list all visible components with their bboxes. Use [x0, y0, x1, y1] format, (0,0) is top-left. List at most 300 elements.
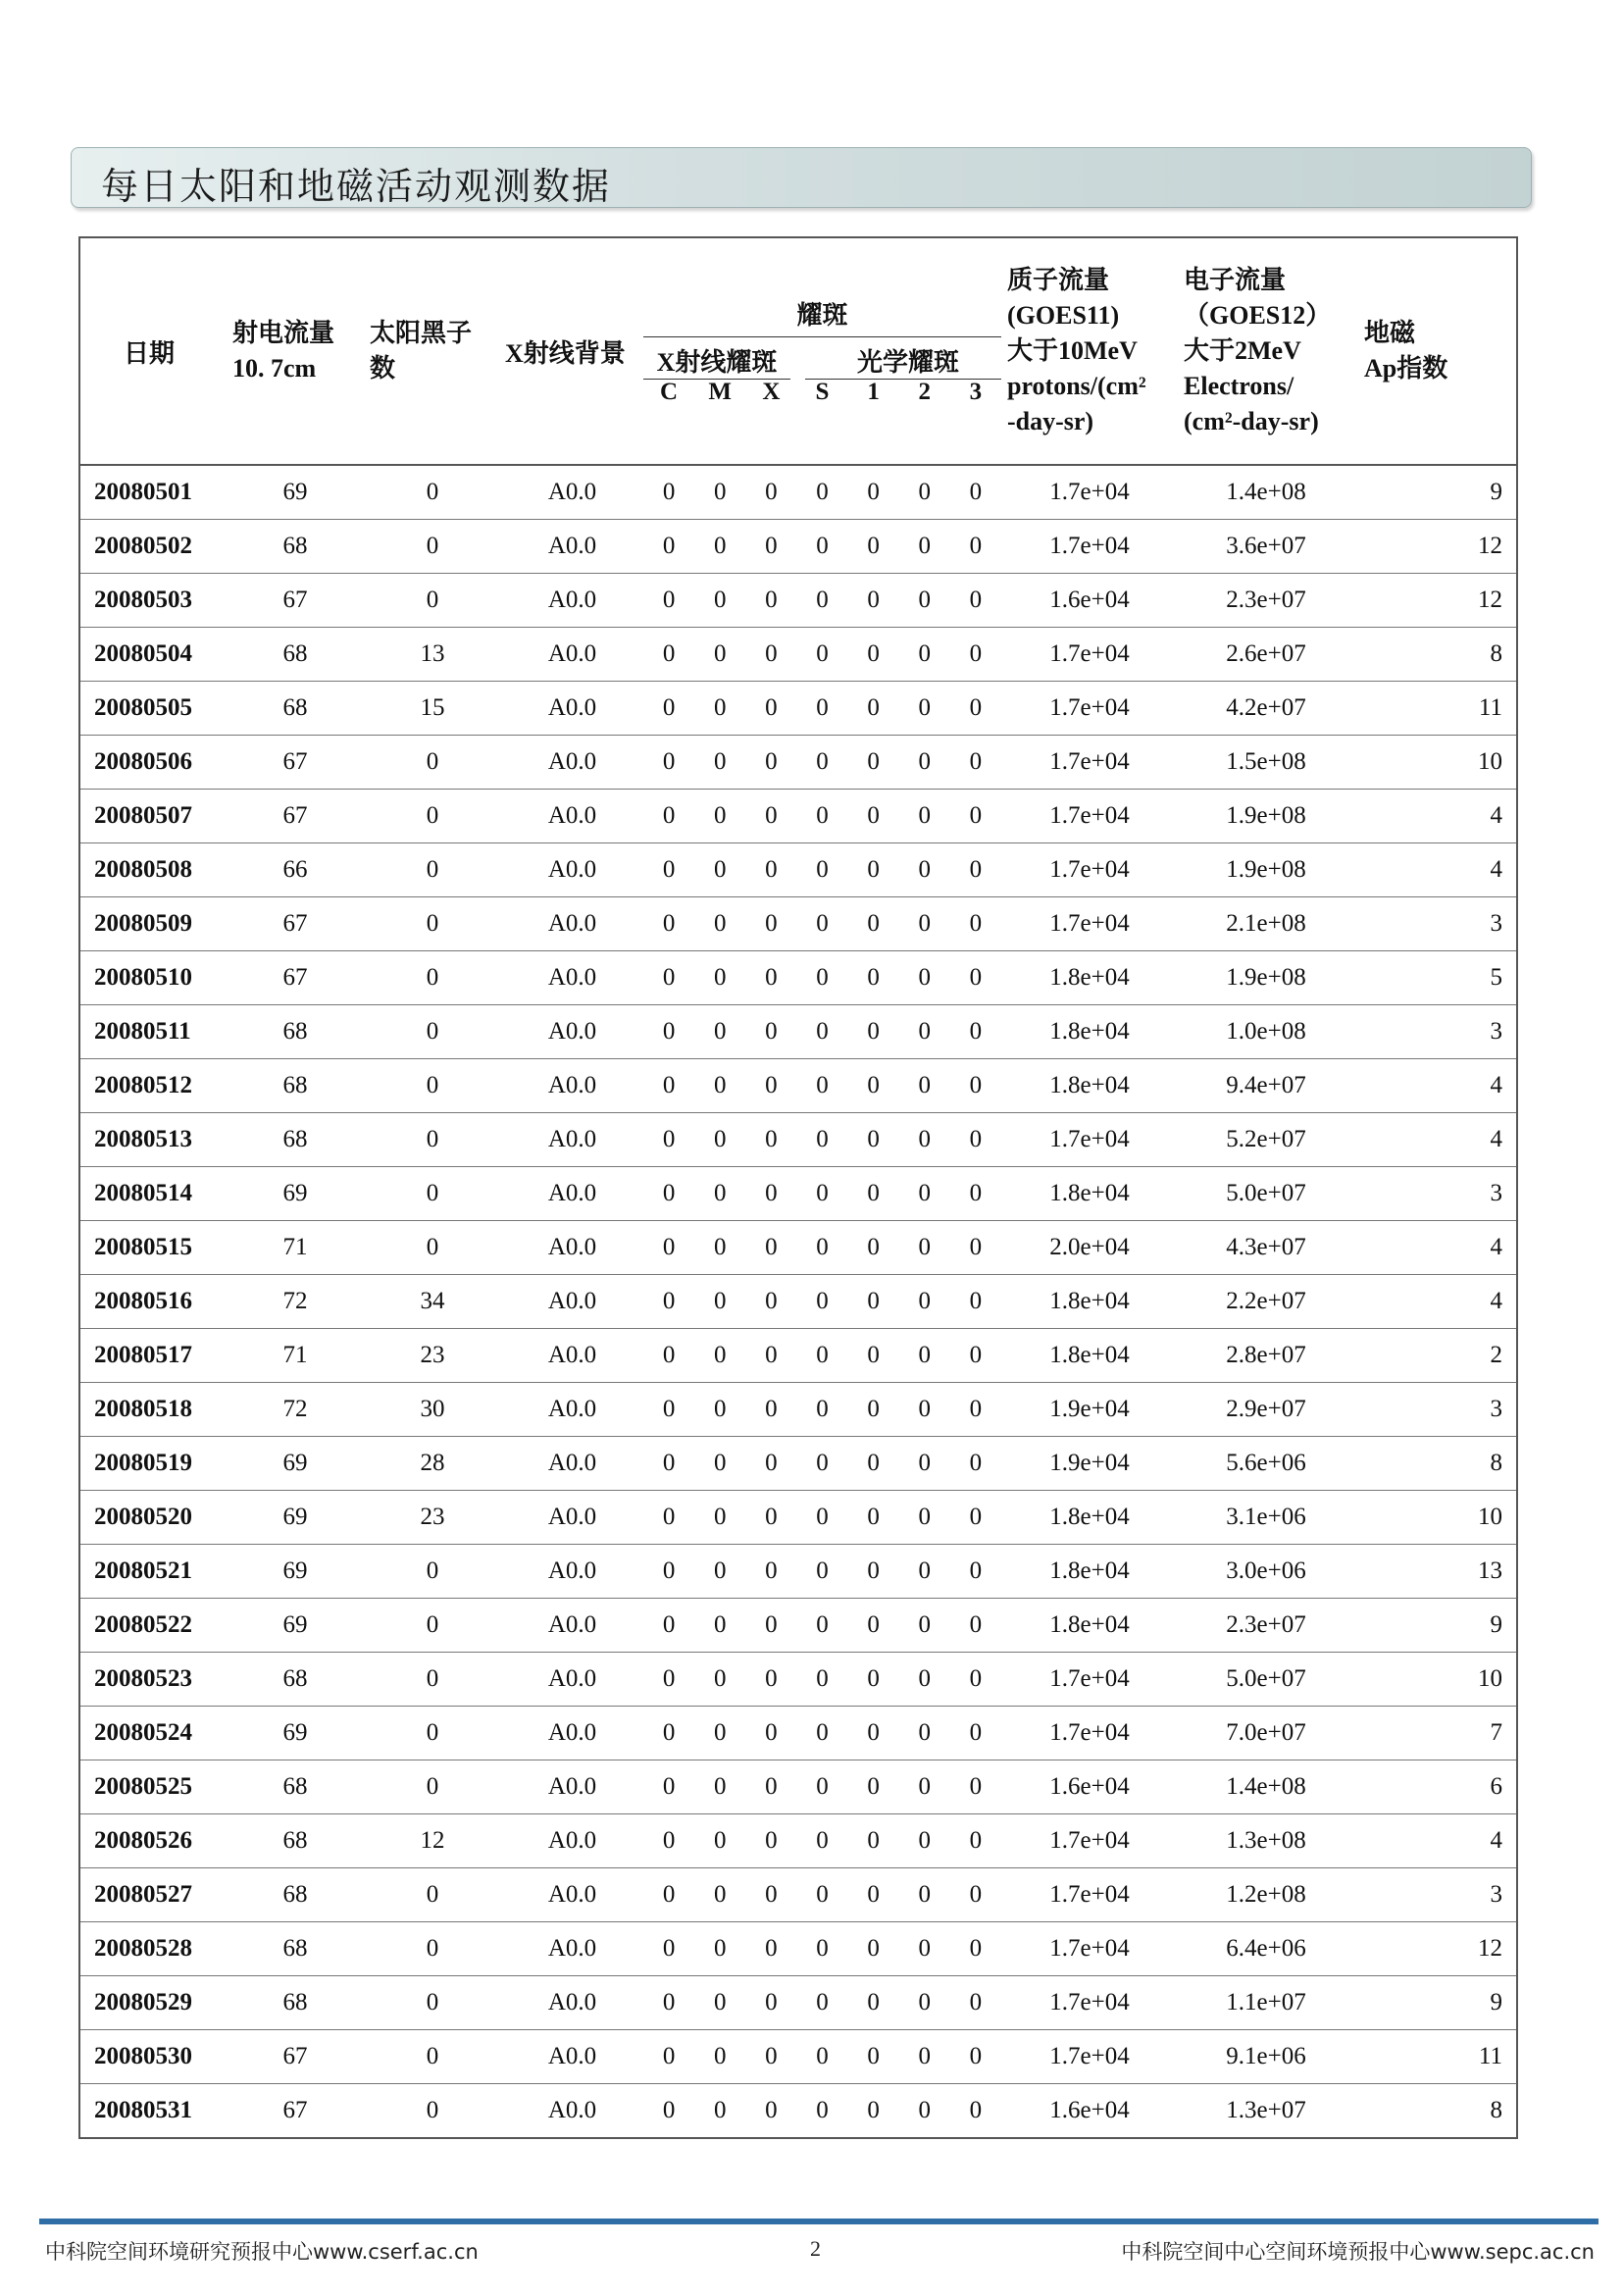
- cell-ap-index: 7: [1354, 1707, 1517, 1760]
- cell-flare-count: 0: [918, 1180, 932, 1206]
- cell-ap-index: 12: [1354, 574, 1517, 628]
- cell-flare-count: 0: [867, 2097, 880, 2123]
- cell-flare-count: 0: [662, 1234, 676, 1260]
- cell-proton-flux: 1.7e+04: [1001, 465, 1178, 520]
- cell-date: 20080527: [79, 1868, 227, 1922]
- footer-left-org: 中科院空间环境研究预报中心www.cserf.ac.cn: [45, 2240, 479, 2264]
- cell-sunspot: 0: [364, 1922, 501, 1976]
- cell-flare-count: 0: [969, 1072, 983, 1098]
- cell-flare-count: 0: [816, 533, 829, 559]
- cell-flares: [643, 1437, 1001, 1491]
- cell-proton-flux: 1.7e+04: [1001, 1814, 1178, 1868]
- cell-sunspot: 12: [364, 1814, 501, 1868]
- cell-flare-count: 0: [713, 479, 727, 505]
- header-electron-flux: 电子流量 （GOES12） 大于2MeV Electrons/ (cm²-day-sr): [1178, 237, 1354, 465]
- cell-proton-flux: 1.7e+04: [1001, 628, 1178, 682]
- cell-flare-count: 0: [918, 1989, 932, 2015]
- cell-radio-flux: 69: [227, 1545, 364, 1599]
- cell-flare-count: 0: [867, 1342, 880, 1368]
- cell-xray-background: A0.0: [501, 628, 643, 682]
- cell-flares: [643, 1059, 1001, 1113]
- cell-ap-index: 9: [1354, 465, 1517, 520]
- cell-flare-count: 0: [765, 1719, 778, 1746]
- cell-sunspot: 0: [364, 897, 501, 951]
- table-row: [79, 951, 1517, 1005]
- cell-sunspot: 0: [364, 574, 501, 628]
- table-row: [79, 682, 1517, 736]
- cell-flare-count: 0: [816, 748, 829, 775]
- cell-flare-count: 0: [918, 2043, 932, 2069]
- cell-ap-index: 8: [1354, 1437, 1517, 1491]
- cell-proton-flux: 1.9e+04: [1001, 1437, 1178, 1491]
- cell-ap-index: 2: [1354, 1329, 1517, 1383]
- cell-flare-count: 0: [713, 1989, 727, 2015]
- cell-flare-count: 0: [969, 802, 983, 829]
- cell-flare-count: 0: [713, 1396, 727, 1422]
- cell-flare-count: 0: [713, 1935, 727, 1962]
- cell-flare-count: 0: [969, 1827, 983, 1854]
- observation-table: [78, 236, 1518, 2139]
- cell-flare-count: 0: [816, 1234, 829, 1260]
- cell-flare-count: 0: [713, 1557, 727, 1584]
- cell-flare-count: 0: [765, 1935, 778, 1962]
- table-row: [79, 736, 1517, 790]
- table-row: [79, 628, 1517, 682]
- cell-xray-background: A0.0: [501, 465, 643, 520]
- cell-proton-flux: 1.7e+04: [1001, 843, 1178, 897]
- cell-ap-index: 3: [1354, 897, 1517, 951]
- table-row: [79, 1059, 1517, 1113]
- cell-flare-count: 0: [662, 2097, 676, 2123]
- cell-flare-count: 0: [765, 587, 778, 613]
- cell-flares: [643, 1383, 1001, 1437]
- cell-date: 20080506: [79, 736, 227, 790]
- cell-flare-count: 0: [918, 1126, 932, 1152]
- cell-flare-count: 0: [969, 1504, 983, 1530]
- cell-ap-index: 3: [1354, 1868, 1517, 1922]
- cell-radio-flux: 68: [227, 1059, 364, 1113]
- cell-flares: [643, 1707, 1001, 1760]
- cell-flare-count: 0: [713, 640, 727, 667]
- cell-date: 20080521: [79, 1545, 227, 1599]
- cell-flare-count: 0: [765, 1773, 778, 1800]
- cell-electron-flux: 9.1e+06: [1178, 2030, 1354, 2084]
- cell-date: 20080526: [79, 1814, 227, 1868]
- cell-flare-count: 0: [662, 802, 676, 829]
- cell-flare-count: 0: [867, 2043, 880, 2069]
- cell-flare-count: 0: [765, 1342, 778, 1368]
- cell-flare-count: 0: [713, 1611, 727, 1638]
- cell-date: 20080511: [79, 1005, 227, 1059]
- cell-flare-count: 0: [918, 1288, 932, 1314]
- cell-flare-count: 0: [918, 1234, 932, 1260]
- cell-flare-count: 0: [918, 964, 932, 991]
- cell-flares: [643, 1113, 1001, 1167]
- cell-radio-flux: 68: [227, 1760, 364, 1814]
- cell-flare-count: 0: [662, 1396, 676, 1422]
- table-row: [79, 1113, 1517, 1167]
- cell-flare-count: 0: [867, 1773, 880, 1800]
- cell-flare-count: 0: [662, 1557, 676, 1584]
- table-row: [79, 1329, 1517, 1383]
- cell-proton-flux: 1.7e+04: [1001, 1707, 1178, 1760]
- cell-ap-index: 11: [1354, 682, 1517, 736]
- cell-flare-count: 0: [918, 1827, 932, 1854]
- cell-flare-count: 0: [816, 479, 829, 505]
- cell-flares: [643, 465, 1001, 520]
- cell-flare-count: 0: [969, 2043, 983, 2069]
- cell-sunspot: 0: [364, 1113, 501, 1167]
- cell-flares: [643, 736, 1001, 790]
- cell-flare-count: 0: [969, 748, 983, 775]
- cell-xray-background: A0.0: [501, 951, 643, 1005]
- table-row: [79, 1653, 1517, 1707]
- cell-xray-background: A0.0: [501, 520, 643, 574]
- cell-flare-count: 0: [662, 1719, 676, 1746]
- cell-electron-flux: 1.9e+08: [1178, 843, 1354, 897]
- cell-flare-count: 0: [969, 1557, 983, 1584]
- cell-flare-count: 0: [918, 587, 932, 613]
- cell-date: 20080531: [79, 2084, 227, 2139]
- cell-flares: [643, 2030, 1001, 2084]
- cell-proton-flux: 1.8e+04: [1001, 951, 1178, 1005]
- cell-flare-count: 0: [713, 1827, 727, 1854]
- cell-flare-count: 0: [816, 1611, 829, 1638]
- cell-flare-count: 0: [867, 1719, 880, 1746]
- cell-flares: [643, 628, 1001, 682]
- cell-flare-count: 0: [816, 1180, 829, 1206]
- table-body: [79, 465, 1517, 2138]
- footer-right-org: 中科院空间中心空间环境预报中心www.sepc.ac.cn: [1121, 2240, 1595, 2264]
- cell-sunspot: 0: [364, 843, 501, 897]
- cell-flare-count: 0: [816, 1126, 829, 1152]
- cell-electron-flux: 2.3e+07: [1178, 574, 1354, 628]
- cell-flare-count: 0: [662, 1773, 676, 1800]
- cell-flare-count: 0: [816, 1450, 829, 1476]
- cell-proton-flux: 1.7e+04: [1001, 790, 1178, 843]
- cell-date: 20080522: [79, 1599, 227, 1653]
- header-proton-flux: 质子流量 (GOES11) 大于10MeV protons/(cm² -day-sr): [1001, 237, 1178, 465]
- cell-electron-flux: 1.3e+07: [1178, 2084, 1354, 2139]
- cell-ap-index: 10: [1354, 1653, 1517, 1707]
- cell-flares: [643, 1976, 1001, 2030]
- cell-radio-flux: 72: [227, 1383, 364, 1437]
- cell-flare-count: 0: [918, 1611, 932, 1638]
- cell-flares: [643, 843, 1001, 897]
- cell-flare-count: 0: [918, 479, 932, 505]
- cell-radio-flux: 68: [227, 1814, 364, 1868]
- cell-radio-flux: 66: [227, 843, 364, 897]
- cell-flare-count: 0: [713, 1450, 727, 1476]
- cell-flare-count: 0: [867, 1180, 880, 1206]
- cell-proton-flux: 1.8e+04: [1001, 1275, 1178, 1329]
- cell-flare-count: 0: [662, 587, 676, 613]
- cell-radio-flux: 68: [227, 1868, 364, 1922]
- cell-xray-background: A0.0: [501, 682, 643, 736]
- cell-xray-background: A0.0: [501, 1275, 643, 1329]
- cell-flare-count: 0: [713, 1234, 727, 1260]
- cell-flare-count: 0: [662, 1504, 676, 1530]
- cell-flare-count: 0: [816, 1342, 829, 1368]
- cell-date: 20080520: [79, 1491, 227, 1545]
- cell-flare-count: 0: [816, 802, 829, 829]
- cell-date: 20080530: [79, 2030, 227, 2084]
- cell-flare-count: 0: [765, 1018, 778, 1045]
- cell-radio-flux: 68: [227, 682, 364, 736]
- cell-sunspot: 15: [364, 682, 501, 736]
- cell-flare-count: 0: [713, 1288, 727, 1314]
- cell-proton-flux: 1.8e+04: [1001, 1059, 1178, 1113]
- cell-flare-count: 0: [867, 1234, 880, 1260]
- cell-xray-background: A0.0: [501, 2084, 643, 2139]
- cell-electron-flux: 3.0e+06: [1178, 1545, 1354, 1599]
- page-number: 2: [810, 2236, 821, 2261]
- cell-ap-index: 4: [1354, 843, 1517, 897]
- cell-flare-count: 0: [816, 1989, 829, 2015]
- cell-flare-count: 0: [662, 856, 676, 883]
- cell-flare-count: 0: [816, 587, 829, 613]
- cell-date: 20080503: [79, 574, 227, 628]
- cell-flare-count: 0: [662, 1126, 676, 1152]
- cell-date: 20080525: [79, 1760, 227, 1814]
- cell-flare-count: 0: [816, 1719, 829, 1746]
- cell-flare-count: 0: [765, 1450, 778, 1476]
- cell-sunspot: 0: [364, 1868, 501, 1922]
- cell-sunspot: 0: [364, 465, 501, 520]
- cell-radio-flux: 68: [227, 1005, 364, 1059]
- cell-flare-count: 0: [867, 1072, 880, 1098]
- cell-flare-count: 0: [918, 1072, 932, 1098]
- cell-flare-count: 0: [662, 1288, 676, 1314]
- cell-date: 20080510: [79, 951, 227, 1005]
- cell-flare-count: 0: [816, 1665, 829, 1692]
- cell-flare-count: 0: [867, 748, 880, 775]
- cell-flare-count: 0: [816, 1881, 829, 1908]
- cell-sunspot: 0: [364, 1599, 501, 1653]
- cell-flare-count: 0: [969, 1450, 983, 1476]
- table-row: [79, 520, 1517, 574]
- cell-flare-count: 0: [969, 1881, 983, 1908]
- cell-electron-flux: 2.6e+07: [1178, 628, 1354, 682]
- cell-proton-flux: 1.7e+04: [1001, 2030, 1178, 2084]
- cell-flare-count: 0: [713, 694, 727, 721]
- cell-radio-flux: 71: [227, 1329, 364, 1383]
- cell-flare-count: 0: [867, 1504, 880, 1530]
- flare-col-c: C: [660, 379, 679, 405]
- section-title-bar: [71, 147, 1532, 208]
- cell-flare-count: 0: [816, 1072, 829, 1098]
- cell-flare-count: 0: [816, 910, 829, 937]
- cell-flare-count: 0: [662, 1450, 676, 1476]
- cell-flare-count: 0: [918, 1018, 932, 1045]
- cell-sunspot: 0: [364, 2084, 501, 2139]
- cell-flare-count: 0: [867, 856, 880, 883]
- header-sunspot: 太阳黑子 数: [364, 237, 501, 465]
- cell-proton-flux: 1.7e+04: [1001, 1922, 1178, 1976]
- cell-flare-count: 0: [662, 1342, 676, 1368]
- cell-date: 20080529: [79, 1976, 227, 2030]
- cell-flare-count: 0: [765, 1126, 778, 1152]
- cell-flare-count: 0: [816, 2043, 829, 2069]
- cell-flare-count: 0: [918, 1665, 932, 1692]
- cell-flare-count: 0: [713, 1180, 727, 1206]
- cell-date: 20080515: [79, 1221, 227, 1275]
- cell-flare-count: 0: [816, 1773, 829, 1800]
- cell-flare-count: 0: [765, 1989, 778, 2015]
- table-row: [79, 1383, 1517, 1437]
- cell-electron-flux: 9.4e+07: [1178, 1059, 1354, 1113]
- cell-flare-count: 0: [867, 640, 880, 667]
- cell-ap-index: 12: [1354, 520, 1517, 574]
- cell-flare-count: 0: [867, 1557, 880, 1584]
- cell-ap-index: 9: [1354, 1976, 1517, 2030]
- cell-flare-count: 0: [969, 1665, 983, 1692]
- cell-flares: [643, 1167, 1001, 1221]
- flare-col-s: S: [815, 379, 830, 405]
- flare-col-1: 1: [867, 379, 880, 405]
- cell-proton-flux: 1.6e+04: [1001, 574, 1178, 628]
- cell-sunspot: 0: [364, 1005, 501, 1059]
- cell-date: 20080523: [79, 1653, 227, 1707]
- cell-proton-flux: 1.8e+04: [1001, 1491, 1178, 1545]
- table-row: [79, 465, 1517, 520]
- cell-date: 20080519: [79, 1437, 227, 1491]
- cell-flares: [643, 1760, 1001, 1814]
- cell-date: 20080512: [79, 1059, 227, 1113]
- cell-ap-index: 4: [1354, 790, 1517, 843]
- cell-ap-index: 11: [1354, 2030, 1517, 2084]
- cell-flare-count: 0: [662, 910, 676, 937]
- cell-flare-count: 0: [867, 1126, 880, 1152]
- cell-flare-count: 0: [765, 479, 778, 505]
- cell-flare-count: 0: [969, 910, 983, 937]
- cell-xray-background: A0.0: [501, 736, 643, 790]
- cell-flare-count: 0: [662, 1935, 676, 1962]
- cell-flare-count: 0: [765, 694, 778, 721]
- cell-flare-count: 0: [969, 479, 983, 505]
- cell-flare-count: 0: [969, 694, 983, 721]
- cell-flare-count: 0: [713, 748, 727, 775]
- cell-flare-count: 0: [713, 2043, 727, 2069]
- cell-flare-count: 0: [918, 1773, 932, 1800]
- cell-flare-count: 0: [765, 910, 778, 937]
- cell-ap-index: 13: [1354, 1545, 1517, 1599]
- cell-electron-flux: 5.0e+07: [1178, 1167, 1354, 1221]
- cell-flares: [643, 520, 1001, 574]
- cell-flare-count: 0: [867, 1989, 880, 2015]
- cell-sunspot: 23: [364, 1491, 501, 1545]
- cell-flare-count: 0: [867, 533, 880, 559]
- cell-electron-flux: 1.5e+08: [1178, 736, 1354, 790]
- cell-radio-flux: 67: [227, 897, 364, 951]
- cell-flares: [643, 1275, 1001, 1329]
- cell-flare-count: 0: [969, 2097, 983, 2123]
- cell-proton-flux: 1.7e+04: [1001, 897, 1178, 951]
- cell-flares: [643, 1329, 1001, 1383]
- cell-flare-count: 0: [918, 533, 932, 559]
- cell-xray-background: A0.0: [501, 1491, 643, 1545]
- cell-ap-index: 8: [1354, 2084, 1517, 2139]
- cell-flare-count: 0: [867, 1018, 880, 1045]
- cell-flare-count: 0: [867, 1288, 880, 1314]
- cell-date: 20080509: [79, 897, 227, 951]
- cell-flare-count: 0: [816, 1288, 829, 1314]
- cell-flare-count: 0: [662, 1611, 676, 1638]
- cell-flare-count: 0: [765, 1665, 778, 1692]
- cell-flare-count: 0: [765, 1288, 778, 1314]
- cell-flares: [643, 1868, 1001, 1922]
- cell-flare-count: 0: [867, 1611, 880, 1638]
- cell-sunspot: 0: [364, 790, 501, 843]
- header-radio-flux: 射电流量 10. 7cm: [227, 237, 364, 465]
- cell-sunspot: 0: [364, 736, 501, 790]
- cell-flare-count: 0: [662, 694, 676, 721]
- cell-date: 20080518: [79, 1383, 227, 1437]
- cell-electron-flux: 1.2e+08: [1178, 1868, 1354, 1922]
- cell-flare-count: 0: [662, 1180, 676, 1206]
- cell-sunspot: 0: [364, 1976, 501, 2030]
- cell-sunspot: 0: [364, 1707, 501, 1760]
- cell-flare-count: 0: [918, 1935, 932, 1962]
- table-row: [79, 1545, 1517, 1599]
- cell-proton-flux: 1.7e+04: [1001, 1113, 1178, 1167]
- cell-proton-flux: 1.8e+04: [1001, 1005, 1178, 1059]
- cell-flare-count: 0: [765, 2097, 778, 2123]
- cell-sunspot: 0: [364, 1760, 501, 1814]
- cell-electron-flux: 4.3e+07: [1178, 1221, 1354, 1275]
- cell-flare-count: 0: [816, 1018, 829, 1045]
- flare-class-labels: [643, 379, 1001, 406]
- cell-ap-index: 12: [1354, 1922, 1517, 1976]
- cell-proton-flux: 2.0e+04: [1001, 1221, 1178, 1275]
- cell-date: 20080516: [79, 1275, 227, 1329]
- table-row: [79, 574, 1517, 628]
- cell-sunspot: 23: [364, 1329, 501, 1383]
- cell-xray-background: A0.0: [501, 843, 643, 897]
- cell-sunspot: 0: [364, 1059, 501, 1113]
- cell-xray-background: A0.0: [501, 1976, 643, 2030]
- cell-ap-index: 3: [1354, 1167, 1517, 1221]
- cell-sunspot: 0: [364, 951, 501, 1005]
- cell-flare-count: 0: [765, 856, 778, 883]
- cell-electron-flux: 2.3e+07: [1178, 1599, 1354, 1653]
- cell-proton-flux: 1.6e+04: [1001, 1760, 1178, 1814]
- cell-radio-flux: 68: [227, 628, 364, 682]
- cell-electron-flux: 1.9e+08: [1178, 951, 1354, 1005]
- footer-divider: [39, 2219, 1599, 2224]
- cell-date: 20080504: [79, 628, 227, 682]
- cell-flare-count: 0: [867, 1827, 880, 1854]
- table-row: [79, 1868, 1517, 1922]
- cell-flares: [643, 1491, 1001, 1545]
- cell-ap-index: 8: [1354, 628, 1517, 682]
- table-row: [79, 843, 1517, 897]
- table-row: [79, 1814, 1517, 1868]
- cell-sunspot: 0: [364, 1653, 501, 1707]
- flare-col-x: X: [762, 379, 781, 405]
- cell-xray-background: A0.0: [501, 1383, 643, 1437]
- header-optical-flare: 光学耀斑: [856, 348, 959, 377]
- table-row: [79, 1707, 1517, 1760]
- cell-radio-flux: 67: [227, 574, 364, 628]
- cell-flare-count: 0: [765, 964, 778, 991]
- table-row: [79, 1275, 1517, 1329]
- table-row: [79, 2030, 1517, 2084]
- cell-date: 20080513: [79, 1113, 227, 1167]
- cell-flare-count: 0: [918, 1450, 932, 1476]
- cell-flare-count: 0: [765, 1234, 778, 1260]
- cell-flare-count: 0: [969, 1989, 983, 2015]
